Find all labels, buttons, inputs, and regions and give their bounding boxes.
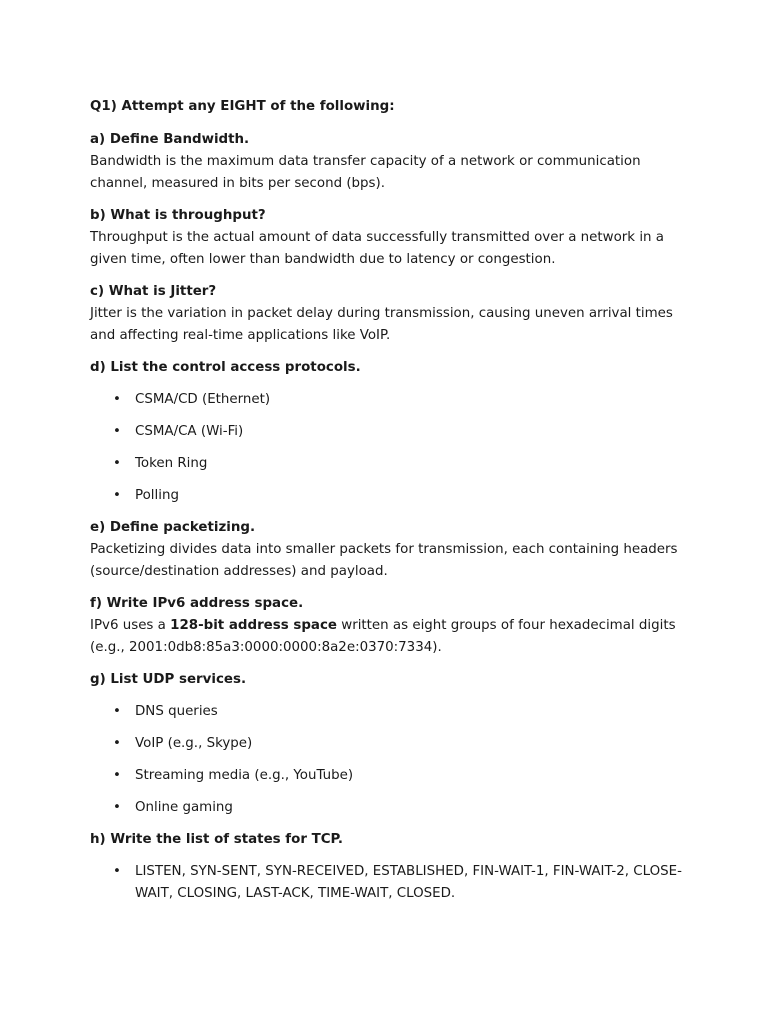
list-item: • CSMA/CA (Wi-Fi) bbox=[90, 421, 690, 443]
bullet-list bbox=[90, 861, 690, 905]
section-heading: h) Write the list of states for TCP. bbox=[90, 832, 343, 847]
section-heading: g) List UDP services. bbox=[90, 672, 247, 687]
section-jitter bbox=[90, 281, 690, 347]
bullet-list bbox=[90, 389, 690, 507]
list-item: • DNS queries bbox=[90, 701, 690, 723]
section-heading: c) What is Jitter? bbox=[90, 284, 217, 299]
list-item: • CSMA/CD (Ethernet) bbox=[90, 389, 690, 411]
section-heading: a) Define Bandwidth. bbox=[90, 132, 250, 147]
section-body: Packetizing divides data into smaller packets for transmission, each containing headers (source/destination addresses) and payload. bbox=[90, 542, 678, 579]
section-body bbox=[90, 615, 690, 659]
list-item: • VoIP (e.g., Skype) bbox=[90, 733, 690, 755]
body-bold-text: 128-bit address space bbox=[170, 618, 337, 633]
section-body: Bandwidth is the maximum data transfer capacity of a network or communication channel, measured in bits per second (bps). bbox=[90, 154, 641, 191]
section-control-access-protocols bbox=[90, 357, 690, 507]
section-body: Throughput is the actual amount of data successfully transmitted over a network in a given time, often lower than bandwidth due to latency or congestion. bbox=[90, 230, 664, 267]
section-heading: d) List the control access protocols. bbox=[90, 360, 361, 375]
section-heading: e) Define packetizing. bbox=[90, 520, 256, 535]
body-text: IPv6 uses a bbox=[90, 618, 171, 633]
list-item: • LISTEN, SYN-SENT, SYN-RECEIVED, ESTABLISHED, FIN-WAIT-1, FIN-WAIT-2, CLOSE-WAIT, CLOSING, LAST-ACK, TIME-WAIT, CLOSED. bbox=[90, 861, 690, 905]
body-text: written as eight groups of four hexadecimal digits (e.g., 2001:0db8:85a3:0000:0000:8a2e:0370:7334). bbox=[90, 618, 676, 655]
section-packetizing bbox=[90, 517, 690, 583]
section-heading: f) Write IPv6 address space. bbox=[90, 596, 304, 611]
section-udp-services bbox=[90, 669, 690, 819]
document-page bbox=[90, 96, 690, 915]
section-ipv6-address-space bbox=[90, 593, 690, 659]
section-bandwidth bbox=[90, 129, 690, 195]
section-heading: b) What is throughput? bbox=[90, 208, 266, 223]
list-item: • Streaming media (e.g., YouTube) bbox=[90, 765, 690, 787]
section-throughput bbox=[90, 205, 690, 271]
list-item: • Online gaming bbox=[90, 797, 690, 819]
section-body: Jitter is the variation in packet delay during transmission, causing uneven arrival times and affecting real-time applications like VoIP. bbox=[90, 306, 673, 343]
question-title: Q1) Attempt any EIGHT of the following: bbox=[90, 99, 395, 114]
bullet-list bbox=[90, 701, 690, 819]
list-item: • Token Ring bbox=[90, 453, 690, 475]
section-tcp-states bbox=[90, 829, 690, 905]
list-item: • Polling bbox=[90, 485, 690, 507]
